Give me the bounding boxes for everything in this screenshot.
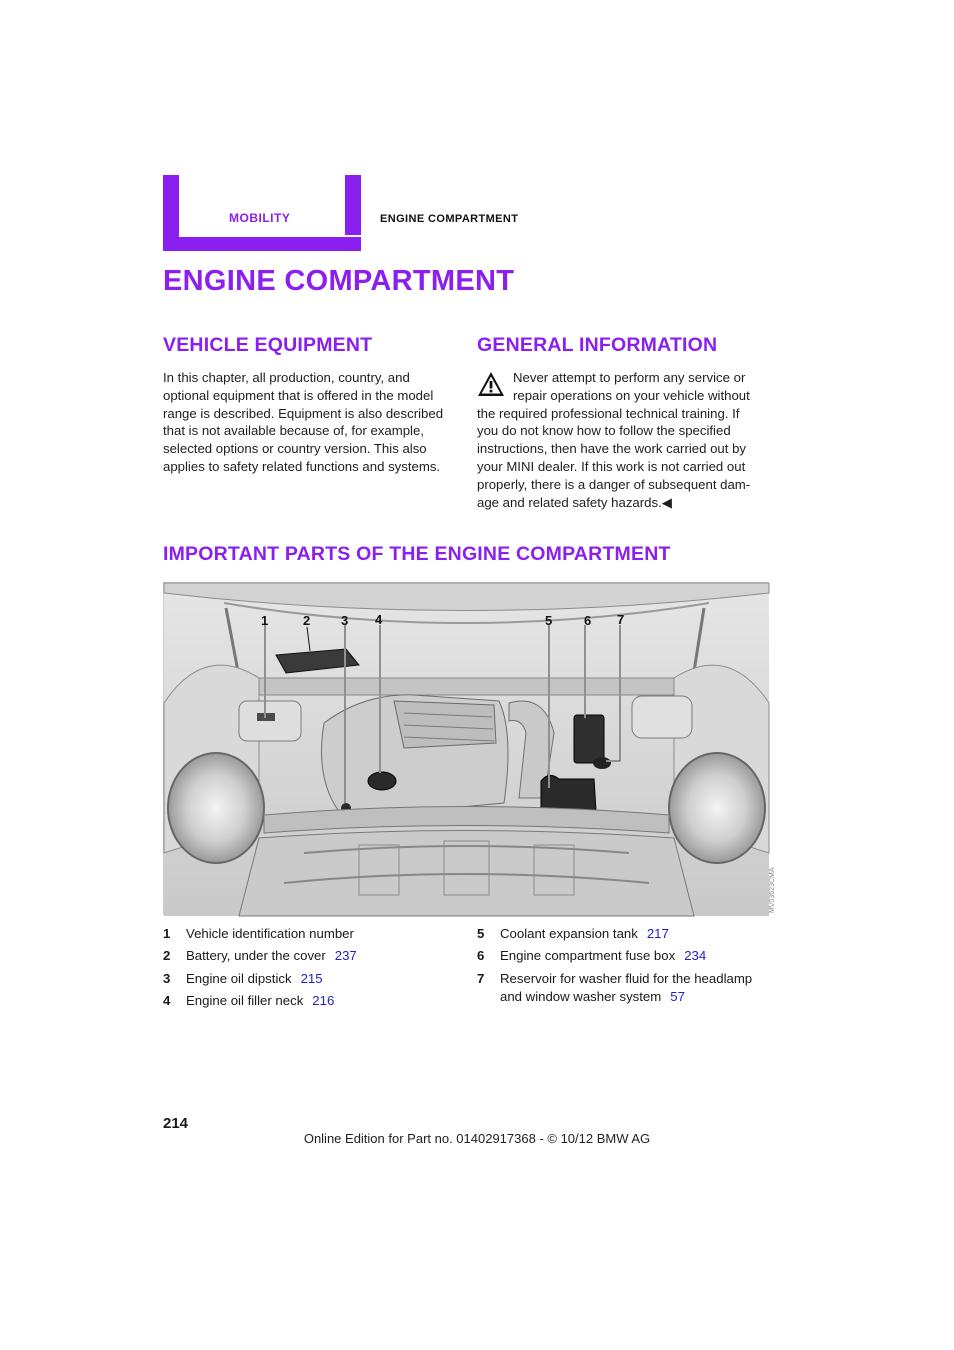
text-line: your MINI dealer. If this work is not carried out (477, 458, 746, 474)
legend-number: 3 (163, 970, 171, 986)
text-line: the required professional technical training. If (477, 405, 740, 421)
callout-1: 1 (261, 613, 269, 628)
legend-number: 2 (163, 948, 171, 964)
legend-text: Engine oil dipstick (186, 970, 292, 986)
page-reference-link[interactable]: 217 (646, 926, 669, 941)
legend-item (163, 925, 463, 943)
general-information-text (477, 369, 772, 511)
engine-compartment-illustration (163, 582, 776, 915)
vehicle-equipment-text (163, 369, 463, 476)
legend-text: Vehicle identification number (186, 926, 354, 941)
engine-illustration-svg (164, 583, 776, 916)
text-line: properly, there is a danger of subsequent dam- (477, 476, 751, 492)
important-parts-heading: IMPORTANT PARTS OF THE ENGINE COMPARTMENT (163, 543, 671, 565)
image-code: MV03623CMA (769, 867, 776, 913)
legend-number: 5 (477, 926, 485, 941)
legend-text: Engine compartment fuse box (500, 948, 676, 964)
legend-number: 4 (163, 993, 171, 1009)
page-reference-link[interactable]: 234 (684, 948, 707, 964)
callout-2: 2 (303, 613, 311, 628)
tab-bar-bottom (163, 237, 361, 251)
page-reference-link[interactable]: 216 (312, 993, 335, 1009)
tab-bar-right (345, 175, 361, 235)
legend-number: 1 (163, 926, 171, 941)
callout-7: 7 (617, 612, 625, 627)
text-line: range is described. Equipment is also described (163, 405, 444, 421)
text-line: instructions, then have the work carried out by (477, 441, 747, 457)
text-line: optional equipment that is offered in the model (163, 387, 434, 403)
page-reference-link[interactable]: 237 (334, 948, 357, 964)
callout-5: 5 (545, 613, 553, 628)
legend-number: 7 (477, 970, 485, 986)
text-line: you do not know how to follow the specified (477, 423, 731, 439)
page-reference-link[interactable]: 57 (670, 988, 685, 1004)
page-reference-link[interactable]: 215 (300, 970, 323, 986)
legend-item (163, 970, 463, 988)
running-head: ENGINE COMPARTMENT (380, 213, 519, 225)
callout-4: 4 (375, 612, 383, 627)
page-number: 214 (163, 1115, 189, 1132)
legend-number: 6 (477, 948, 485, 964)
text-line: that is not available because of, for example, (163, 423, 424, 439)
text-line: age and related safety hazards.◀ (477, 494, 672, 510)
legend-text: Reservoir for washer fluid for the headlamp and window washer system (500, 970, 753, 1004)
legend-text: Engine oil filler neck (186, 993, 304, 1009)
text-line: selected options or country version. This also (163, 441, 427, 457)
text-line: repair operations on your vehicle without (513, 387, 750, 403)
section-tab-label[interactable]: MOBILITY (229, 211, 291, 225)
footer-edition-note: Online Edition for Part no. 01402917368 - © 10/12 BMW AG (303, 1131, 651, 1146)
parts-legend-right (477, 925, 772, 1010)
legend-text: Battery, under the cover (186, 948, 326, 964)
text-line: Never attempt to perform any service or (513, 370, 746, 385)
legend-item (163, 992, 463, 1010)
general-information-heading: GENERAL INFORMATION (477, 334, 718, 356)
vehicle-equipment-heading: VEHICLE EQUIPMENT (163, 334, 373, 356)
legend-item (477, 925, 772, 943)
callout-6: 6 (584, 613, 592, 628)
text-line: In this chapter, all production, country, and (163, 370, 410, 385)
text-line: applies to safety related functions and systems. (163, 458, 441, 474)
callout-3: 3 (341, 613, 349, 628)
parts-legend-left (163, 925, 463, 1015)
page-title: ENGINE COMPARTMENT (163, 265, 515, 297)
legend-item (477, 947, 772, 965)
legend-item (163, 947, 463, 965)
legend-item (477, 970, 772, 1006)
legend-text: Coolant expansion tank (500, 926, 638, 941)
